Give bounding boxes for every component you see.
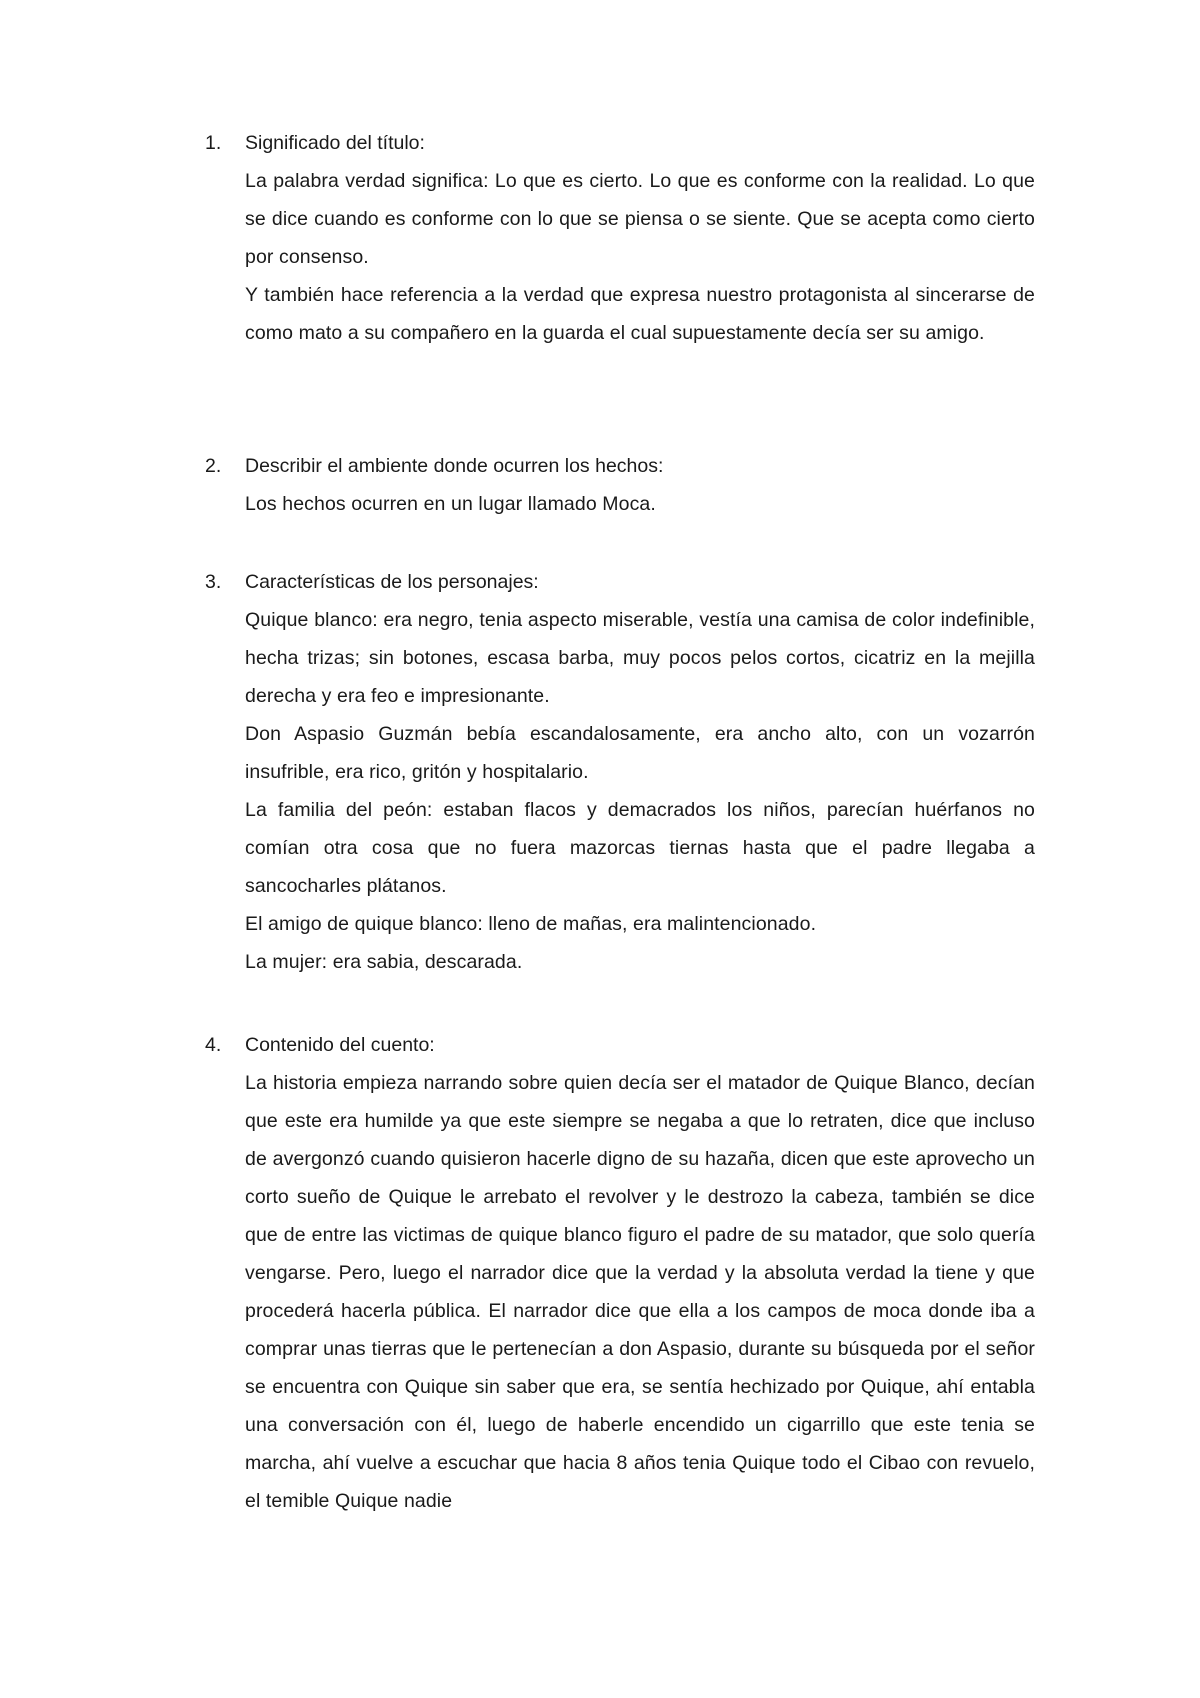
paragraph: La mujer: era sabia, descarada. — [245, 951, 523, 973]
item-heading-row — [205, 563, 1035, 601]
item-number: 3. — [205, 571, 222, 593]
list-item-1 — [205, 124, 1035, 352]
paragraph: La palabra verdad significa: Lo que es cierto. Lo que es conforme con la realidad. Lo que se dice cuando es conforme con lo que se piensa o se siente. Que se acepta como cierto por consenso. — [245, 170, 1035, 268]
list-item-2 — [205, 447, 1035, 523]
paragraph: Quique blanco: era negro, tenia aspecto miserable, vestía una camisa de color indefinible, hecha trizas; sin botones, escasa barba, muy pocos pelos cortos, cicatriz en la mejilla derecha y era feo e impresionante. — [245, 609, 1035, 707]
item-number: 2. — [205, 455, 222, 477]
item-heading: Describir el ambiente donde ocurren los hechos: — [245, 455, 664, 477]
paragraph: La historia empieza narrando sobre quien decía ser el matador de Quique Blanco, decían que este era humilde ya que este siempre se negaba a que lo retraten, dice que incluso de avergonzó cuando quisieron hacerle digno de su hazaña, dicen que este aprovecho un corto sueño de Quique le arrebato el revolver y le destrozo la cabeza, también se dice que de entre las victimas de quique blanco figuro el padre de su matador, que solo quería vengarse. Pero, luego el narrador dice que la verdad y la absoluta verdad la tiene y que procederá hacerla pública. El narrador dice que ella a los campos de moca donde iba a comprar unas tierras que le pertenecían a don Aspasio, durante su búsqueda por el señor se encuentra con Quique sin saber que era, se sentía hechizado por Quique, ahí entabla una conversación con él, luego de haberle encendido un cigarrillo que este tenia se marcha, ahí vuelve a escuchar que hacia 8 años tenia Quique todo el Cibao con revuelo, el temible Quique nadie — [245, 1072, 1035, 1512]
paragraph: Y también hace referencia a la verdad que expresa nuestro protagonista al sincerarse de como mato a su compañero en la guarda el cual supuestamente decía ser su amigo. — [245, 284, 1035, 344]
item-number: 4. — [205, 1034, 222, 1056]
paragraph: El amigo de quique blanco: lleno de mañas, era malintencionado. — [245, 913, 817, 935]
item-heading: Características de los personajes: — [245, 571, 539, 593]
paragraph: Don Aspasio Guzmán bebía escandalosamente, era ancho alto, con un vozarrón insufrible, era rico, gritón y hospitalario. — [245, 723, 1035, 783]
item-heading: Significado del título: — [245, 132, 425, 154]
paragraph: Los hechos ocurren en un lugar llamado Moca. — [245, 493, 656, 515]
list-item-4 — [205, 1026, 1035, 1520]
item-heading-row — [205, 447, 1035, 485]
item-heading-row — [205, 1026, 1035, 1064]
paragraph: La familia del peón: estaban flacos y demacrados los niños, parecían huérfanos no comían otra cosa que no fuera mazorcas tiernas hasta que el padre llegaba a sancocharles plátanos. — [245, 799, 1035, 897]
item-heading: Contenido del cuento: — [245, 1034, 435, 1056]
item-heading-row — [205, 124, 1035, 162]
item-number: 1. — [205, 132, 222, 154]
list-item-3 — [205, 563, 1035, 981]
